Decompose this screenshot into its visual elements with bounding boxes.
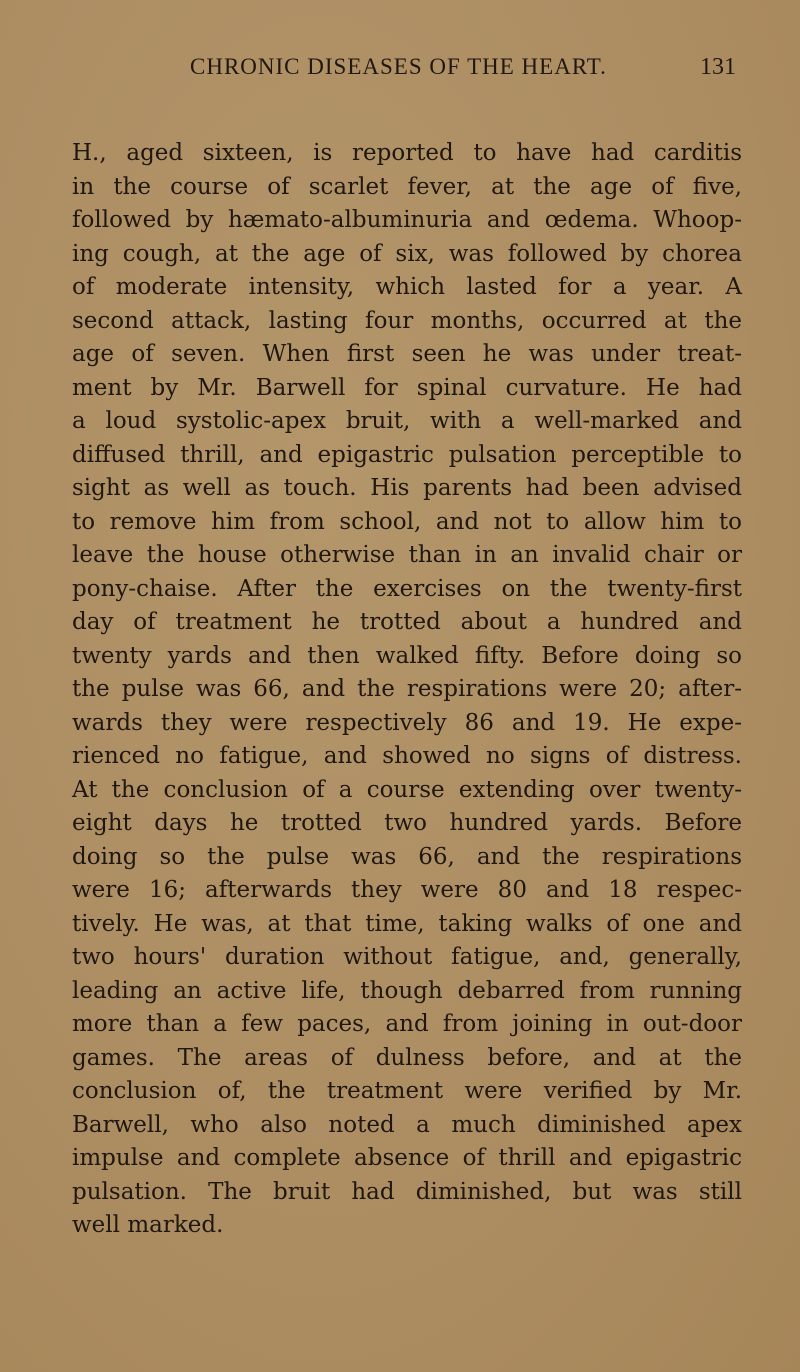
- text-line: ing cough, at the age of six, was followed by chorea: [72, 240, 742, 267]
- text-line: followed by hæmato-albuminuria and œdema. Whoop-: [72, 207, 742, 233]
- text-line: the pulse was 66, and the respirations were 20; after-: [72, 676, 742, 702]
- text-line: of moderate intensity, which lasted for a year. A: [72, 274, 742, 300]
- text-line: diffused thrill, and epigastric pulsation perceptible to: [72, 441, 742, 468]
- text-line: two hours' duration without fatigue, and, generally,: [72, 944, 742, 970]
- text-line: sight as well as touch. His parents had been advised: [72, 475, 742, 501]
- page-header: [0, 0, 800, 100]
- text-line: wards they were respectively 86 and 19. He expe-: [72, 709, 742, 736]
- text-line: Barwell, who also noted a much diminished apex: [72, 1111, 742, 1138]
- text-line: a loud systolic-apex bruit, with a well-marked and: [72, 408, 742, 434]
- text-line: pulsation. The bruit had diminished, but was still: [72, 1178, 742, 1205]
- text-line: conclusion of, the treatment were verified by Mr.: [72, 1078, 742, 1104]
- text-line: tively. He was, at that time, taking walks of one and: [72, 910, 742, 937]
- text-line: eight days he trotted two hundred yards. Before: [72, 810, 742, 836]
- text-line: day of treatment he trotted about a hundred and: [72, 609, 742, 635]
- text-line: leave the house otherwise than in an invalid chair or: [72, 542, 742, 568]
- text-line: age of seven. When first seen he was under treat-: [72, 341, 742, 367]
- text-line: leading an active life, though debarred from running: [72, 977, 742, 1004]
- text-line: pony-chaise. After the exercises on the twenty-first: [72, 575, 742, 602]
- text-line: H., aged sixteen, is reported to have had carditis: [72, 140, 742, 166]
- text-line: more than a few paces, and from joining in out-door: [72, 1011, 742, 1037]
- text-line: well marked.: [72, 1212, 224, 1238]
- text-line: in the course of scarlet fever, at the age of five,: [72, 173, 742, 200]
- text-line: rienced no fatigue, and showed no signs of distress.: [72, 743, 742, 769]
- page-number: 131: [700, 54, 736, 80]
- text-line: doing so the pulse was 66, and the respirations: [72, 843, 742, 870]
- body-paragraph: [72, 137, 742, 1243]
- text-line: to remove him from school, and not to allow him to: [72, 508, 742, 535]
- text-line: impulse and complete absence of thrill and epigastric: [72, 1145, 742, 1171]
- text-line: games. The areas of dulness before, and at the: [72, 1044, 742, 1071]
- text-line: At the conclusion of a course extending over twenty-: [72, 776, 742, 803]
- text-line: ment by Mr. Barwell for spinal curvature. He had: [72, 374, 742, 401]
- text-line: were 16; afterwards they were 80 and 18 respec-: [72, 877, 742, 903]
- text-line: twenty yards and then walked fifty. Before doing so: [72, 642, 742, 669]
- text-line: second attack, lasting four months, occurred at the: [72, 307, 742, 334]
- running-title: CHRONIC DISEASES OF THE HEART.: [190, 54, 607, 79]
